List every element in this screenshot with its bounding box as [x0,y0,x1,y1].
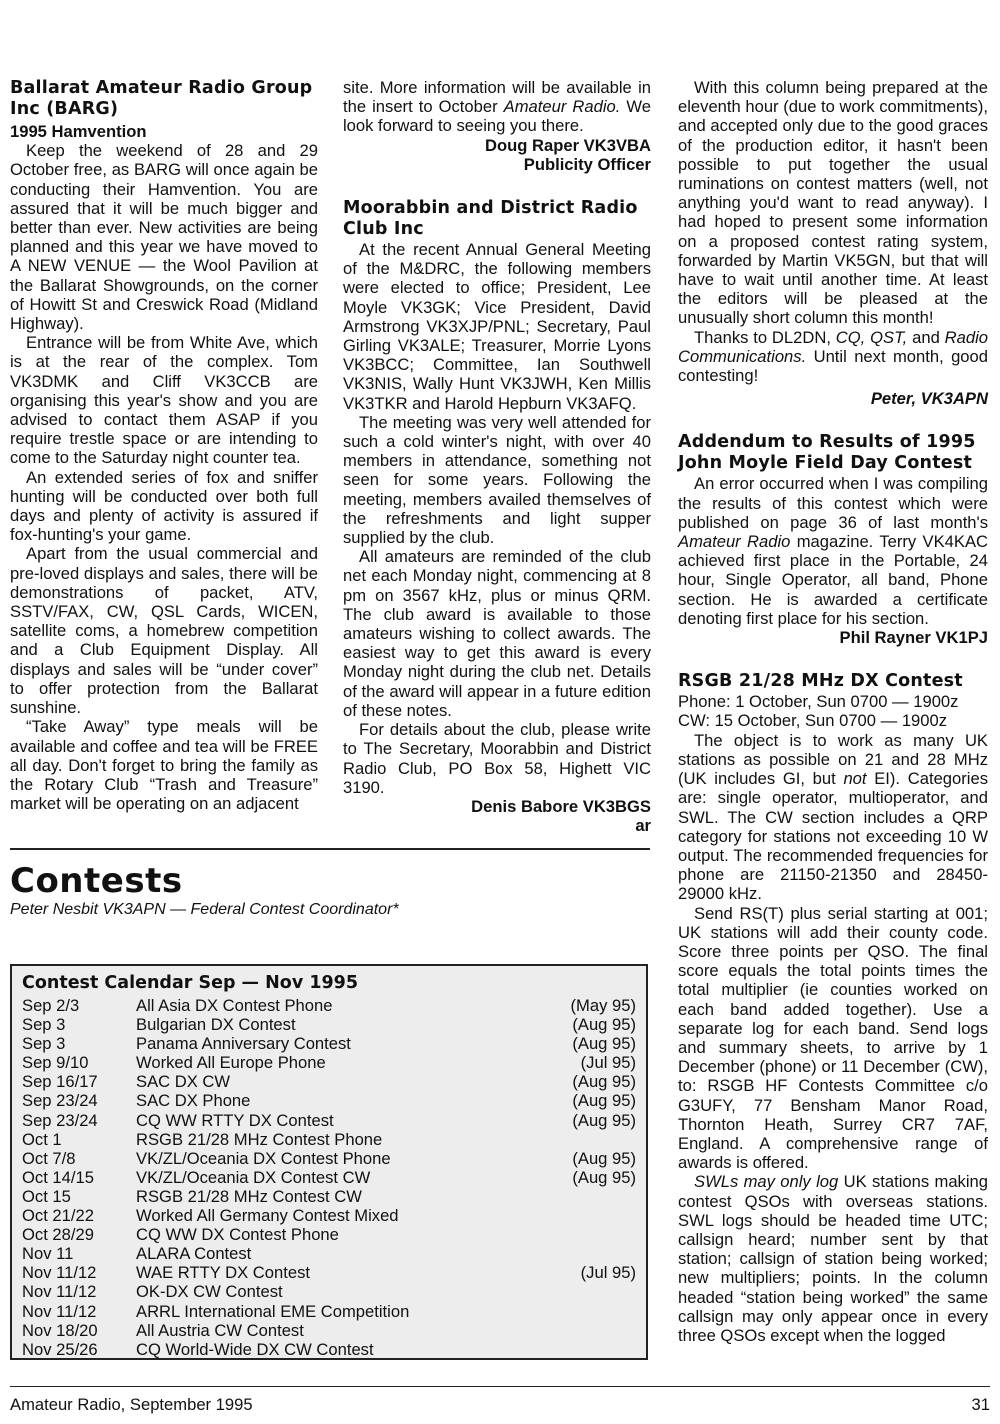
calendar-list [22,996,636,1359]
calendar-date: Nov 11/12 [22,1301,97,1321]
barg-paragraph-2: Entrance will be from White Ave, which is at the rear of the complex. Tom VK3DMK and Cliff VK3CCB are organising this year's show and you are advised to contact them ASAP if you require trestle space or are intending to come to the Saturday night counter tea. [10,333,318,468]
contests-byline: Peter Nesbit VK3APN — Federal Contest Coordinator* [10,901,399,918]
column-middle [343,78,651,835]
calendar-row [22,1187,636,1206]
barg-subheading: 1995 Hamvention [10,122,147,141]
calendar-reference: (Aug 95) [572,1034,636,1054]
calendar-reference: (Aug 95) [572,1167,636,1187]
rsgb-phone-dates: Phone: 1 October, Sun 0700 — 1900z [678,692,959,712]
rsgb-p1-text-b: EI). Categories are: single operator, multioperator, and SWL. The CW section includes a QRP category for stations not exceeding 10 W output. The recommended frequencies for phone are 21150-21350 and 28450-29000 kHz. [678,769,988,904]
addendum-signature: Phil Rayner VK1PJ [839,628,988,648]
calendar-row [22,1072,636,1091]
addendum-publication: Amateur Radio [678,532,791,552]
calendar-date: Sep 23/24 [22,1091,98,1111]
calendar-date: Oct 7/8 [22,1148,76,1168]
footer-page-number: 31 [971,1395,990,1414]
addendum-text-b: magazine. Terry VK4KAC achieved first place in the Portable, 24 hour, Single Operator, all band, Phone section. He is awarded a certificate denoting first place for his section. [678,532,988,628]
calendar-contest-name: ARRL International EME Competition [136,1301,410,1321]
rsgb-paragraph-1 [678,731,988,904]
rsgb-paragraph-2: Send RS(T) plus serial starting at 001; UK stations will add their county code. Score three points per QSO. The final score equals the total points times the total multiplier (ie counties worked on each band added together). Use a separate log for each band. Send logs and summary sheets, to arrive by 1 December (phone) or 11 December (CW), to: RSGB HF Contests Committee c/o G3UFY, 77 Bensham Manor Road, Thornton Heath, Surrey CR7 7AF, England. A comprehensive range of awards is offered. [678,903,988,1173]
calendar-contest-name: All Austria CW Contest [136,1320,304,1340]
intro-paragraph-1: With this column being prepared at the eleventh hour (due to work commitments), and accepted only due to the good graces of the production editor, it hasn't been possible to put together the usual ruminations on contest matters (well, not anything you'd want to read anyway). I had hoped to present some information on a proposed contest rating system, forwarded by Martin VK5GN, but that will have to wait until another time. At least the editors will be pleased at the unusually short column this month! [678,78,988,328]
calendar-row [22,1168,636,1187]
addendum-heading: Addendum to Results of 1995 John Moyle Field Day Contest [678,432,976,474]
calendar-contest-name: CQ WW RTTY DX Contest [136,1110,334,1130]
intro-p2-publication-2: Radio Communications. [678,327,988,366]
calendar-row [22,1282,636,1301]
calendar-date: Nov 25/26 [22,1339,98,1359]
rsgb-heading: RSGB 21/28 MHz DX Contest [678,671,963,692]
calendar-date: Nov 11/12 [22,1263,97,1283]
rsgb-p3-emphasis: SWLs may only log [694,1172,839,1192]
calendar-row [22,1091,636,1110]
calendar-reference [562,1244,636,1263]
calendar-date: Nov 11 [22,1244,74,1264]
calendar-contest-name: RSGB 21/28 MHz Contest Phone [136,1129,383,1149]
barg-paragraph-3: An extended series of fox and sniffer hunting will be conducted over both full days and plenty of activity is assured if fox-hunting's your game. [10,467,318,545]
calendar-date: Oct 14/15 [22,1167,94,1187]
calendar-date: Sep 3 [22,1034,66,1054]
barg-paragraph-4: Apart from the usual commercial and pre-loved displays and sales, there will be demonstrations of packet, ATV, SSTV/FAX, CW, QSL Cards, WICEN, satellite coms, a homebrew competition and a Club Equipment Display. All displays and sales will be “under cover” to offer protection from the Ballarat sunshine. [10,544,318,718]
calendar-reference [562,1282,636,1301]
mdrc-paragraph-1: At the recent Annual General Meeting of the M&DRC, the following members were elected to office; President, Lee Moyle VK3GK; Vice President, David Armstrong VK3XJP/PNL; Secretary, Paul Girling VK3ALE; Treasurer, Morrie Lyons VK3BCC; Committee, Ian Southwell VK3NIS, Wally Hunt VK3JWH, Ken Millis VK3TKR and Harold Hepburn VK3AFQ. [343,240,651,413]
calendar-date: Sep 23/24 [22,1110,98,1130]
calendar-reference [562,1130,636,1149]
calendar-row [22,996,636,1015]
calendar-row [22,1206,636,1225]
calendar-date: Oct 28/29 [22,1225,94,1245]
mdrc-paragraph-4: For details about the club, please write to The Secretary, Moorabbin and District Radio Club, PO Box 58, Highett VIC 3190. [343,720,651,797]
footer-publication: Amateur Radio, September 1995 [10,1395,253,1414]
calendar-row [22,1321,636,1340]
contest-calendar [10,964,648,1360]
calendar-row [22,1053,636,1072]
intro-p2-text-c: Until next month, good contesting! [678,346,988,386]
calendar-row [22,1149,636,1168]
addendum-text-a: An error occurred when I was compiling the results of this contest which were published on page 36 of last month's [678,474,988,532]
barg-signature-name: Doug Raper VK3VBA [485,135,651,155]
calendar-contest-name: All Asia DX Contest Phone [136,996,333,1015]
intro-p2-text-b: and [907,327,945,347]
calendar-contest-name: Worked All Europe Phone [136,1053,326,1073]
calendar-contest-name: CQ WW DX Contest Phone [136,1225,339,1245]
intro-p2-publications: CQ, QST, [835,327,908,347]
calendar-reference: (Jul 95) [580,1053,636,1073]
calendar-contest-name: OK-DX CW Contest [136,1282,283,1302]
calendar-title: Contest Calendar Sep — Nov 1995 [22,973,359,993]
calendar-date: Sep 16/17 [22,1072,98,1092]
calendar-contest-name: VK/ZL/Oceania DX Contest CW [136,1167,371,1187]
calendar-date: Oct 15 [22,1186,71,1206]
calendar-reference [562,1187,636,1206]
calendar-reference: (May 95) [570,996,636,1015]
calendar-row [22,1340,636,1359]
mdrc-heading: Moorabbin and District Radio Club Inc [343,198,638,240]
calendar-row [22,1034,636,1053]
rsgb-cw-dates: CW: 15 October, Sun 0700 — 1900z [678,711,948,731]
calendar-row [22,1015,636,1034]
section-divider [10,848,650,850]
calendar-date: Oct 21/22 [22,1206,94,1226]
calendar-reference: (Aug 95) [572,1015,636,1035]
calendar-row [22,1244,636,1263]
mdrc-paragraph-3: All amateurs are reminded of the club net each Monday night, commencing at 8 pm on 3567 kHz, plus or minus QRM. The club award is available to those amateurs wishing to collect awards. The easiest way to get this award is every Monday night during the club net. Details of the award will appear in a future edition of these notes. [343,547,651,720]
calendar-contest-name: Panama Anniversary Contest [136,1034,351,1054]
calendar-date: Sep 3 [22,1015,66,1035]
calendar-reference: (Jul 95) [580,1263,636,1283]
calendar-contest-name: VK/ZL/Oceania DX Contest Phone [136,1148,391,1168]
rsgb-p3-text: UK stations making contest QSOs with overseas stations. SWL logs should be headed time UTC; callsign heard; number sent by that station; callsign of station being worked; new multipliers; points. In the column headed “station being worked” the same callsign may only appear once in every three QSOs except when the logged [678,1172,988,1345]
barg-signature-title: Publicity Officer [523,154,651,174]
intro-p2-text-a: Thanks to DL2DN, [694,327,836,347]
calendar-reference [562,1206,636,1225]
calendar-row [22,1130,636,1149]
calendar-reference [562,1321,636,1340]
contests-title: Contests [10,861,183,901]
calendar-reference: (Aug 95) [572,1091,636,1111]
contests-section-header [10,848,650,920]
calendar-reference [562,1340,636,1359]
addendum-paragraph [678,474,988,628]
end-mark: ar [635,816,651,836]
calendar-contest-name: WAE RTTY DX Contest [136,1263,310,1283]
calendar-row [22,1111,636,1130]
rsgb-p1-emphasis: not [843,769,867,789]
barg-cont-text-a: site. More information will be available in the insert to October [343,78,651,117]
barg-cont-text-b: We look forward to seeing you there. [343,97,652,136]
calendar-date: Oct 1 [22,1129,62,1149]
calendar-contest-name: SAC DX CW [136,1072,231,1092]
calendar-reference: (Aug 95) [572,1110,636,1130]
calendar-date: Nov 11/12 [22,1282,97,1302]
calendar-contest-name: RSGB 21/28 MHz Contest CW [136,1186,362,1206]
calendar-contest-name: CQ World-Wide DX CW Contest [136,1339,374,1359]
calendar-row [22,1225,636,1244]
column-left [10,78,318,813]
calendar-reference: (Aug 95) [572,1072,636,1092]
intro-signature: Peter, VK3APN [870,389,988,409]
calendar-row [22,1263,636,1282]
mdrc-paragraph-2: The meeting was very well attended for such a cold winter's night, with over 40 members in attendance, something not seen for some years. Following the meeting, members availed themselves of the refreshments and light supper supplied by the club. [343,412,651,548]
calendar-reference: (Aug 95) [572,1148,636,1168]
page-footer [10,1386,990,1415]
barg-heading: Ballarat Amateur Radio Group Inc (BARG) [10,78,313,119]
calendar-contest-name: Bulgarian DX Contest [136,1015,296,1035]
rsgb-p1-text-a: The object is to work as many UK stations as possible on 21 and 28 MHz (UK includes GI, but [678,730,988,789]
barg-cont-publication: Amateur Radio. [503,97,621,117]
mdrc-signature: Denis Babore VK3BGS [471,796,651,816]
calendar-contest-name: Worked All Germany Contest Mixed [136,1206,399,1226]
rsgb-paragraph-3 [678,1172,988,1345]
barg-paragraph-5: “Take Away” type meals will be available and coffee and tea will be FREE all day. Don't forget to bring the family as the Rotary Club “Trash and Treasure” market will be operating on an adjacent [10,717,318,814]
calendar-date: Sep 2/3 [22,996,80,1015]
calendar-date: Nov 18/20 [22,1320,98,1340]
calendar-row [22,1302,636,1321]
intro-paragraph-2 [678,328,988,386]
barg-continuation [343,78,651,136]
calendar-contest-name: SAC DX Phone [136,1091,251,1111]
calendar-contest-name: ALARA Contest [136,1244,252,1264]
calendar-reference [562,1225,636,1244]
calendar-date: Sep 9/10 [22,1053,89,1073]
calendar-reference [562,1302,636,1321]
column-right [678,78,988,1345]
barg-paragraph-1: Keep the weekend of 28 and 29 October free, as BARG will once again be conducting their Hamvention. You are assured that it will be much bigger and better than ever. New activities are being planned and this year we have moved to A NEW VENUE — the Wool Pavilion at the Ballarat Showgrounds, on the corner of Howitt St and Creswick Road (Midland Highway). [10,141,318,334]
